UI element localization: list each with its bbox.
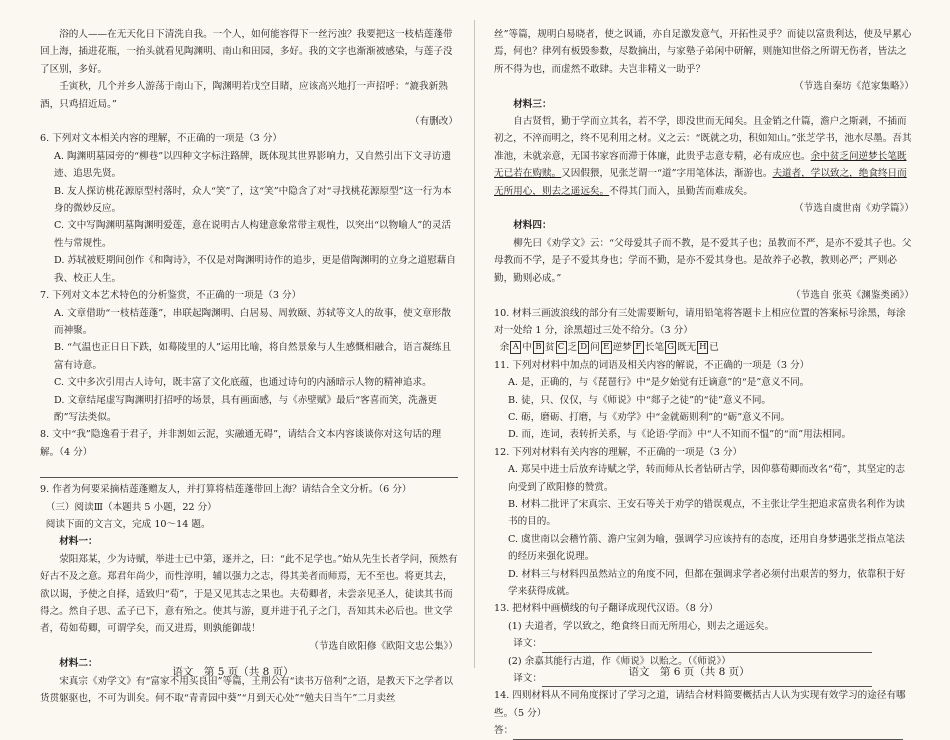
question-6: 6. 下列对文本相关内容的理解，不正确的一项是（3 分） xyxy=(40,133,283,145)
option-7d: D. 文章结尾虚写陶渊明打招呼的场景，具有画面感，与《赤壁赋》最后“客喜而笑，洗盏更酌”写法类似。 xyxy=(54,394,437,423)
material-3-text: 自古贤哲，勤于学而立其名，若不学，即没世而无闻矣。且金销之什篇，澹户之斯剥，不插而初之，不淬而明之，终不见利用之材。义之云：“既就之功，积如知山。”张芝学书，池水尽墨。吾其准池，未就亲意，无国书家容而滞于体廉，此贵乎志意专精，必有成应也。余中贫乏问逆梦长笔既无已若在购赎。又因假猥，见张芝谓一“道”字用笔体法，渐游也。夫道者，学以致之，绝食终日而无所用心，则去之遥远矣。不得其门而入，虽勤苦而难成矣。 xyxy=(494,116,912,197)
option-12d: D. 材料三与材料四虽然站立的角度不同，但都在强调求学者必须付出艰苦的努力，依靠积于好学来获得成就。 xyxy=(508,568,906,597)
question-10: 10. 材料三画波浪线的部分有三处需要断句，请用铅笔将答题卡上相应位置的答案标号涂黑，每涂对一处给 1 分，涂黑超过三处不给分。（3 分） xyxy=(494,307,906,336)
material-1-text: 荥阳郑某，少为诗赋，举进士已中第，逐并之，曰：“此不足学也。”始从先生长者学问，预然有好古不及之意。郑君年尚少，而性淳明，辅以强力之志，得其美者而师焉，无不至也。将更其去，欲以谒，予使之自择，适致归“荀”，于是又见其志之果也。夫荀卿者，未尝亲见圣人，徒读其书而得之。然自子思、孟子已下，意有殆之。使其与游，夏并进于孔子之门，吾知其未必后也。世文学者，荀如荀卿，可谓学矣，而又进焉，则孰能御哉！ xyxy=(40,553,458,635)
source-note: （节选自欧阳修《欧阳文忠公集》） xyxy=(309,640,458,652)
break-box-a[interactable]: A xyxy=(510,341,521,354)
material-4-label: 材料四： xyxy=(513,220,552,232)
break-box-e[interactable]: E xyxy=(601,341,612,354)
question-8: 8. 文中“我”隐逸看于君子，并非割如云泥，实融通无碍”，请结合文本内容谈谈你对这句话的理解。（4 分） xyxy=(40,429,442,458)
right-page xyxy=(494,26,914,737)
translation-answer-2[interactable]: 译文： xyxy=(494,670,914,687)
option-11d: D. 而，连词，表转折关系，与《论语·学而》中“人不知而不愠”的“而”用法相同。 xyxy=(508,429,852,441)
option-12b: B. 材料二批评了宋真宗、王安石等关于劝学的错误观点，不主张让学生把追求富贵名利作为读书的目的。 xyxy=(508,498,905,528)
material-2-label: 材料二： xyxy=(59,658,98,670)
option-11a: A. 是，正确的，与《琵琶行》中“是夕始觉有迁谪意”的“是”意义不同。 xyxy=(508,377,810,389)
break-box-h[interactable]: H xyxy=(699,342,707,353)
option-12a: A. 郑吴中进士后放弃诗赋之学，转而师从长者钻研古学，因仰慕荀卿而改名“荀”，其坚定的志向受到了欧阳修的赞赏。 xyxy=(508,464,905,493)
material-2-text: 宋真宗《劝学文》有“富家不用买良田”等篇，王荆公有“读书万倍利”之语，是教天下之学者以货贯躯驱也，不可为训矣。何不取“青青园中葵”“月到天心处”“勉夫日当午”二月卖丝 xyxy=(40,675,453,705)
question-11: 11. 下列对材料中加点的词语及相关内容的解说，不正确的一项是（3 分） xyxy=(494,359,810,371)
sub-question-13-1: (1) 夫道者，学以致之，绝食终日而无所用心，则去之遥远矣。 xyxy=(508,620,775,632)
option-11b: B. 徒，只、仅仅，与《师说》中“郯子之徒”的“徒”意义不同。 xyxy=(508,394,772,406)
option-11c: C. 砺，磨砺、打磨，与《劝学》中“金就砺则利”的“砺”意义不同。 xyxy=(508,411,791,423)
break-box-c[interactable]: C xyxy=(556,341,567,354)
material-1-label: 材料一： xyxy=(59,536,98,548)
passage-paragraph: 浴的人——在无天化日下清洗自我。一个人，如何能容得下一丝污浊？我要把这一枝桔莲蓬带回上海，插进花瓶，一抬头就看见陶渊明、南山和田园，多好。我的文字也渐渐被感染，与莲子没了区别，多好。 xyxy=(40,29,453,75)
question-12: 12. 下列对材料有关内容的理解，不正确的一项是（3 分） xyxy=(494,446,743,458)
option-6b: B. 友人探访桃花源原型村落时，众人“笑”了，这“笑”中隐含了对“寻找桃花源原型”这一行为本身的微妙反应。 xyxy=(54,185,452,215)
source-note: （节选自虞世南《劝学篇》） xyxy=(794,203,914,215)
wavy-line-segment: 余中贫乏问逆梦长笔既无已若在购赎。 xyxy=(494,150,907,180)
option-6c: C. 文中写陶渊明墓陶渊明爱莲，意在说明古人构建意象常带主观性，以突出“以物喻人”的灵活性与常规性。 xyxy=(54,220,452,249)
question-7: 7. 下列对文本艺术特色的分析鉴赏，不正确的一项是（3 分） xyxy=(40,290,302,302)
answer-field[interactable]: 答： xyxy=(494,722,914,739)
option-7a: A. 文章借助“一枝桔莲蓬”，串联起陶渊明、白居易、周敦颐、苏轼等文人的故事，使文章形散而神聚。 xyxy=(54,307,451,336)
material-4-text: 柳先曰《劝学文》云：“父母爱其子而不教，是不爱其子也；虽教而不严，是亦不爱其子也。父母教而不学，是子不爱其身也；学而不勤，是亦不爱其身也。是故养子必教，教则必严；严则必勤，勤则必成。” xyxy=(494,237,912,284)
break-box-g[interactable]: G xyxy=(665,341,676,354)
break-box-b[interactable]: B xyxy=(533,341,544,354)
material-3-label: 材料三： xyxy=(513,98,552,110)
section-instruction: 阅读下面的文言文，完成 10～14 题。 xyxy=(45,518,211,530)
page-footer-right: 语文 第 6 页（共 8 页） xyxy=(628,666,750,678)
source-note: （节选自秦坊《范家集略》） xyxy=(794,81,914,93)
option-7b: B. “气温也正日日下跌，如蓦陵里的人”运用比喻，将自然景象与人生感慨相融合，语言凝练且富有诗意。 xyxy=(54,342,452,371)
question-13: 13. 把材料中画横线的句子翻译成现代汉语。（8 分） xyxy=(494,603,719,615)
answer-line[interactable] xyxy=(40,463,458,478)
page-footer-left: 语文 第 5 页（共 8 页） xyxy=(172,666,294,678)
section-heading: （三）阅读Ⅲ（本题共 5 小题，22 分） xyxy=(45,501,217,513)
sub-question-13-2: (2) 余嘉其能行古道，作《师说》以贻之。（《师说》） xyxy=(508,655,731,667)
source-note: （有删改） xyxy=(410,116,458,128)
translation-answer-1[interactable]: 译文： xyxy=(494,635,914,652)
question-14: 14. 四则材料从不同角度探讨了学习之道，请结合材料简要概括古人认为实现有效学习的途径有哪些。（5 分） xyxy=(494,690,906,719)
passage-paragraph: 壬寅秋，几个并乡人游荡于南山下，陶渊明若戊空目睹，应该高兴地打一声招呼：“漉我新熟酒，只鸡招近局。” xyxy=(40,81,448,110)
material-2-continued: 丝”等篇，规明白易晓者，使之讽诵，亦自足激发意气，开拓性灵乎？而徒以富贵利达，使及早累心焉，何也？律列有板毁参数，尽数摘出，与家塾子弟闲中研解，则施知世俗之所谓无伤者，皆法之所不得为也，而虚然不敢肆。夫岂非精义一助乎？ xyxy=(494,29,912,75)
option-7c: C. 文中多次引用古人诗句，既丰富了文化底蕴，也通过诗句的内涵暗示人物的精神追求。 xyxy=(54,377,432,389)
break-box-f[interactable]: F xyxy=(633,341,644,354)
question-9: 9. 作者为何要采摘桔莲蓬赠友人，并打算将桔莲蓬带回上海？请结合全文分析。（6 分） xyxy=(40,484,412,496)
sentence-break-options: 余 A 中 B 贫 C 乏 D 问 E 逆梦 F 长笔 G 既无 H 已 xyxy=(499,342,719,354)
option-12c: C. 虞世南以会稽竹箭、澹户宝剑为喻，强调学习应该持有的态度，还用自身梦遇张芝指点笔法的经历来强化说理。 xyxy=(508,533,905,563)
option-6a: A. 陶渊明墓园旁的“柳巷”以四种文字标注路牌，既体现其世界影响力，又自然引出下文寻访遗迹、追思先贤。 xyxy=(54,150,451,180)
page-divider xyxy=(474,20,475,668)
option-6d: D. 苏轼被贬期间创作《和陶诗》，不仅是对陶渊明诗作的追步，更是借陶渊明的立身之道慰藉自我、校正人生。 xyxy=(54,255,456,284)
break-box-d[interactable]: D xyxy=(578,341,589,354)
underlined-sentence: 夫道者，学以致之，绝食终日而无所用心，则去之遥远矣。 xyxy=(494,168,907,197)
left-page xyxy=(40,26,458,714)
source-note: （节选自 张英《渊鉴类函》） xyxy=(791,290,914,302)
